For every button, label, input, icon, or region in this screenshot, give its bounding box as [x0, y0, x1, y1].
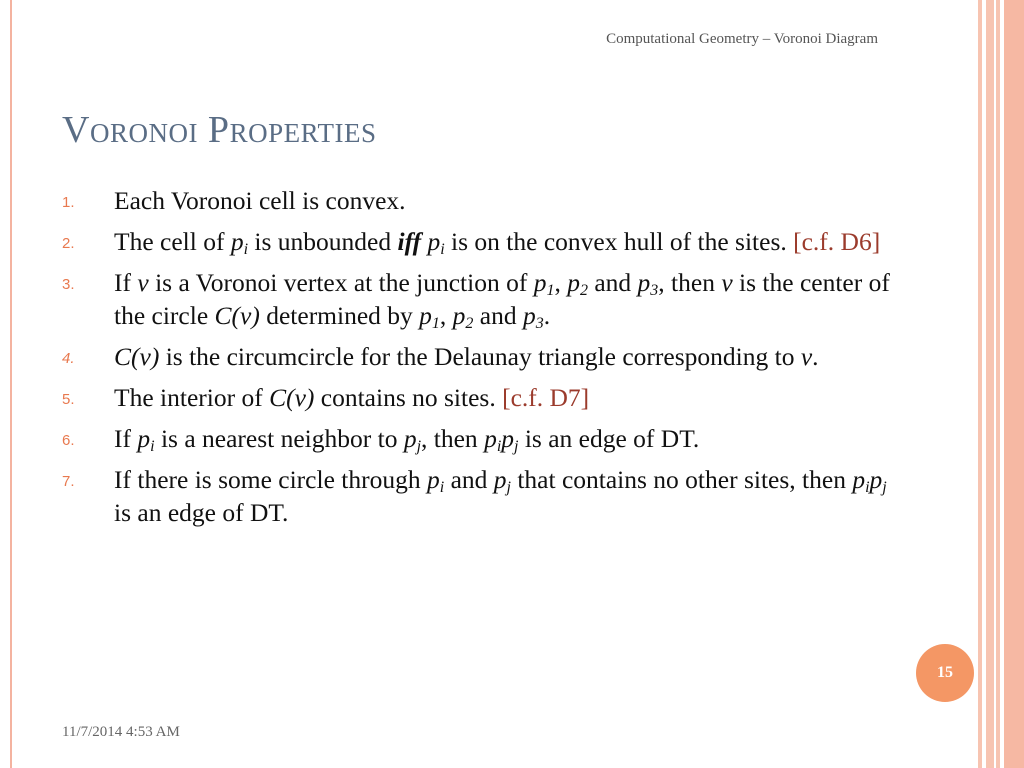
math-var: v — [721, 268, 733, 297]
decor-stripe — [978, 0, 982, 768]
text-run: If — [114, 424, 138, 453]
reference: [c.f. D7] — [502, 383, 590, 412]
math-sub: j — [506, 479, 511, 496]
page-number-badge — [916, 644, 974, 702]
properties-list — [62, 184, 892, 537]
text-run: . — [812, 342, 819, 371]
math-sub: i — [865, 479, 870, 496]
text-run: is a nearest neighbor to — [154, 424, 404, 453]
math-sub: j — [416, 438, 422, 455]
math-var: p — [484, 424, 497, 453]
math-sub: j — [514, 438, 519, 455]
item-number: 3. — [62, 276, 75, 293]
decor-stripe — [986, 0, 994, 768]
text-run: The interior of — [114, 383, 270, 412]
math-var: p — [403, 424, 417, 453]
math-var: p — [230, 227, 244, 256]
list-item — [62, 225, 892, 258]
slide-title: Voronoi Properties — [62, 109, 377, 151]
iff-keyword: iff — [397, 227, 422, 256]
math-var: p — [452, 301, 466, 330]
text-run: determined by — [259, 301, 420, 330]
math-var: p — [523, 301, 536, 330]
math-expr: C(v) — [214, 301, 260, 330]
math-sub: j — [882, 479, 887, 496]
math-sub: 2 — [465, 315, 474, 332]
math-expr: C(v) — [269, 383, 315, 412]
math-var: p — [137, 424, 151, 453]
math-var: p — [533, 268, 547, 297]
text-run: , — [554, 268, 568, 297]
math-var: p — [869, 465, 883, 494]
text-run: and — [473, 301, 523, 330]
math-sub: i — [243, 241, 249, 258]
math-sub: 1 — [546, 282, 555, 299]
math-sub: i — [439, 479, 445, 496]
math-var: v — [800, 342, 813, 371]
decor-stripe — [1004, 0, 1024, 768]
text-run: and — [444, 465, 494, 494]
item-number: 7. — [62, 473, 75, 490]
item-number: 5. — [62, 391, 75, 408]
math-sub: i — [496, 438, 502, 455]
text-run: The cell of — [114, 227, 231, 256]
math-sub: 3 — [650, 282, 659, 299]
math-var: p — [419, 301, 432, 330]
math-sub: i — [150, 438, 155, 455]
math-var: p — [852, 465, 866, 494]
reference: [c.f. D6] — [793, 227, 881, 256]
text-run: is an edge of DT. — [114, 498, 289, 527]
math-var: p — [493, 465, 507, 494]
footer-date: 11/7/2014 4:53 AM — [62, 724, 180, 740]
text-run: If there is some circle through — [114, 465, 427, 494]
math-sub: 3 — [535, 315, 544, 332]
text-run: , then — [421, 424, 485, 453]
page-number: 15 — [937, 664, 953, 681]
list-item — [62, 463, 892, 529]
text-run: , — [439, 301, 453, 330]
text-run: is a Voronoi vertex at the junction of — [148, 268, 534, 297]
item-number: 2. — [62, 235, 75, 252]
text-run: is an edge of DT. — [518, 424, 700, 453]
list-item — [62, 184, 892, 217]
text-run: , then — [658, 268, 722, 297]
math-var: p — [427, 227, 441, 256]
list-item — [62, 266, 892, 332]
list-item — [62, 422, 892, 455]
text-run: and — [587, 268, 638, 297]
text-run: is the center of the circle — [114, 268, 890, 330]
text-run: is unbounded — [248, 227, 398, 256]
text-run: contains no sites. — [314, 383, 503, 412]
left-border-line — [10, 0, 12, 768]
text-run: . — [543, 301, 551, 330]
list-item — [62, 340, 892, 373]
text-run: is on the convex hull of the sites. — [444, 227, 794, 256]
decor-stripe — [996, 0, 1000, 768]
slide-header: Computational Geometry – Voronoi Diagram — [606, 31, 878, 47]
item-number: 4. — [62, 350, 75, 367]
math-var: p — [637, 268, 651, 297]
math-var: p — [501, 424, 515, 453]
math-sub: 2 — [579, 282, 588, 299]
item-text: Each Voronoi cell is convex. — [114, 186, 406, 215]
list-item — [62, 381, 892, 414]
text-run: If — [114, 268, 138, 297]
item-number: 1. — [62, 194, 75, 211]
math-sub: 1 — [431, 315, 440, 332]
text-run: is the circumcircle for the Delaunay triangle corresponding to — [159, 342, 801, 371]
math-expr: C(v) — [114, 342, 160, 371]
item-number: 6. — [62, 432, 75, 449]
math-var: p — [567, 268, 580, 297]
math-sub: i — [440, 241, 445, 258]
math-var: v — [137, 268, 149, 297]
math-var: p — [426, 465, 440, 494]
text-run: that contains no other sites, then — [510, 465, 853, 494]
